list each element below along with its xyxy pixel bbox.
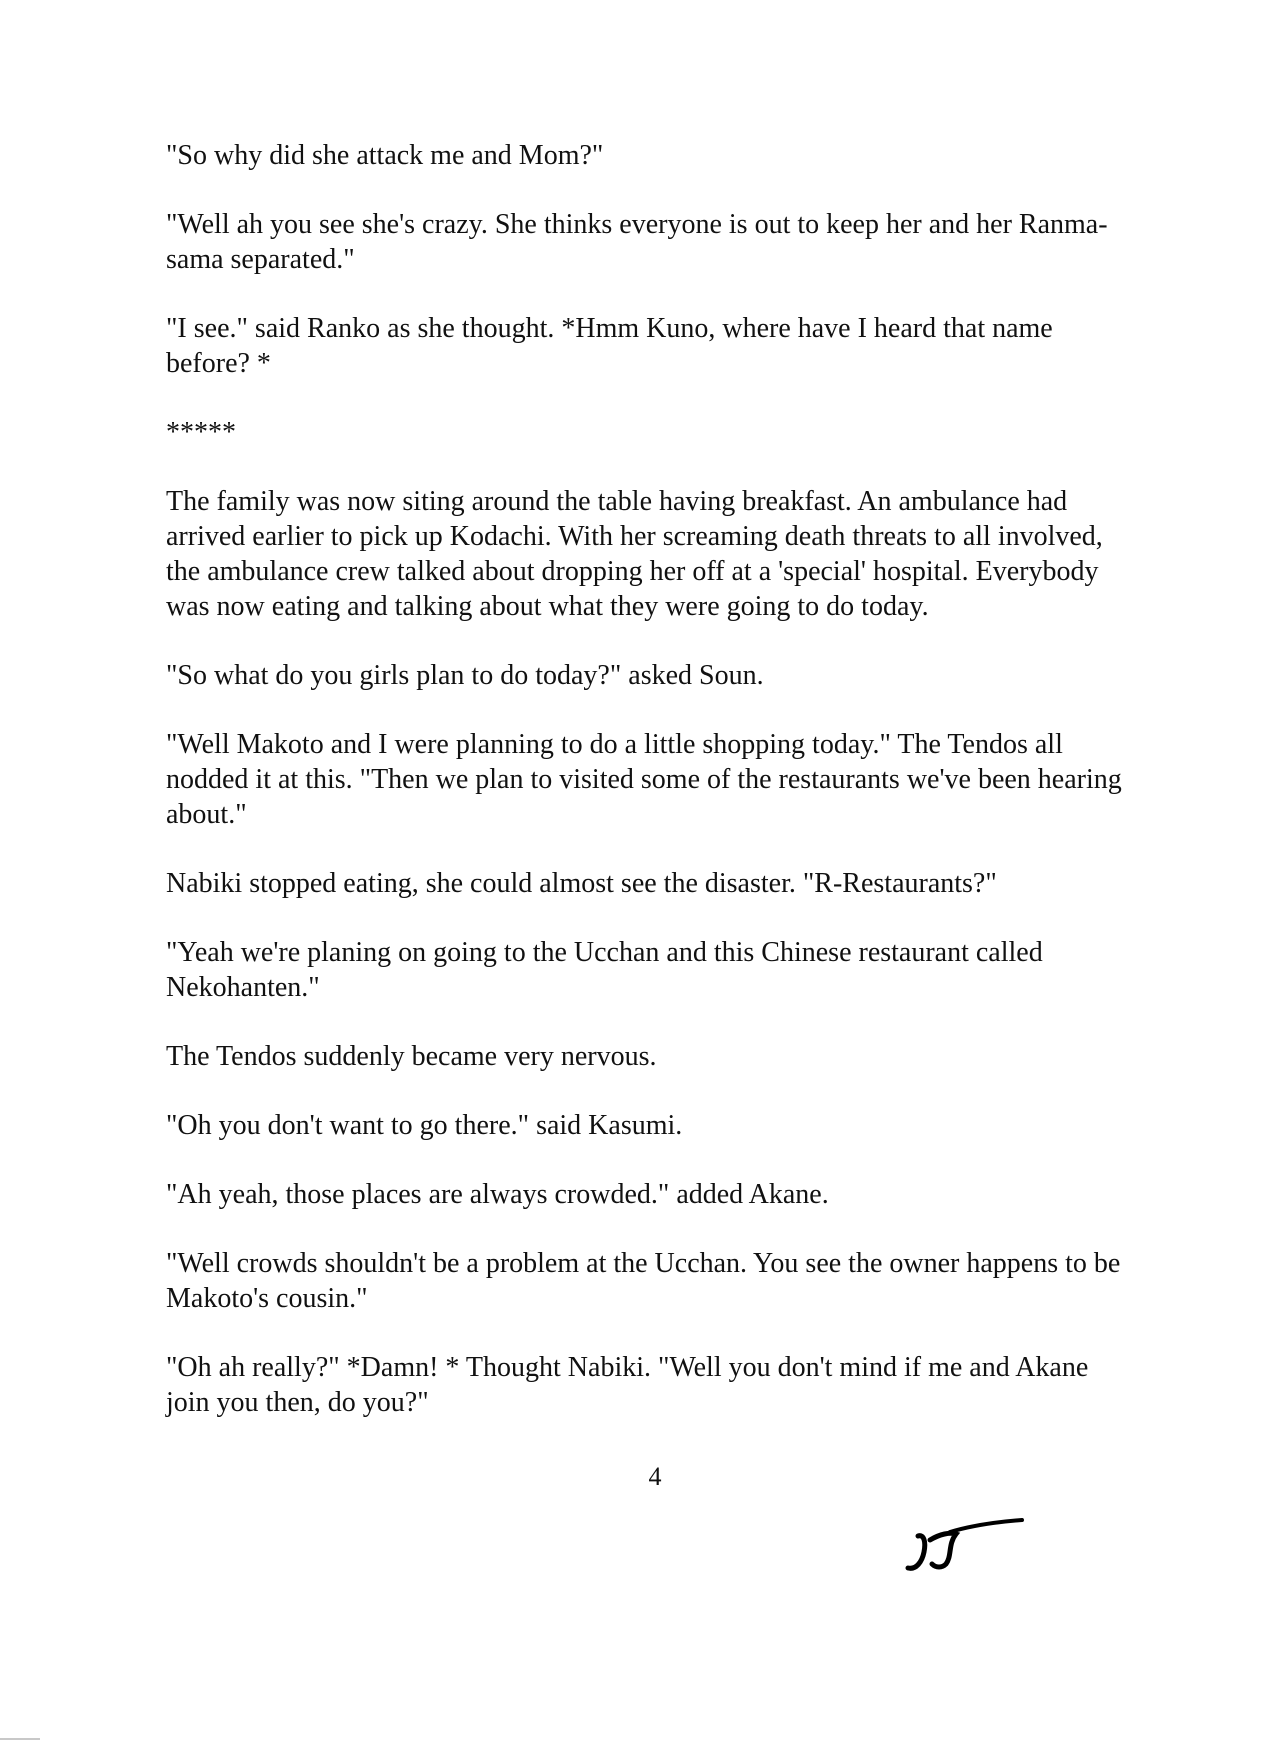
paragraph: "Well ah you see she's crazy. She thinks everyone is out to keep her and her Ranma-sama separated." — [166, 209, 1108, 275]
paragraph: "Ah yeah, those places are always crowded." added Akane. — [166, 1179, 829, 1210]
paragraph: "So what do you girls plan to do today?" asked Soun. — [166, 660, 764, 691]
page-number: 4 — [648, 1462, 662, 1491]
paragraph: "Oh ah really?" *Damn! * Thought Nabiki. "Well you don't mind if me and Akane join you then, do you?" — [166, 1352, 1089, 1418]
paragraph: "Oh you don't want to go there." said Kasumi. — [166, 1110, 683, 1141]
paragraph: "Well crowds shouldn't be a problem at the Ucchan. You see the owner happens to be Makoto's cousin." — [166, 1248, 1121, 1314]
paragraph: "So why did she attack me and Mom?" — [166, 140, 604, 171]
scene-break: ***** — [166, 417, 236, 448]
paragraph: "Well Makoto and I were planning to do a little shopping today." The Tendos all nodded it at this. "Then we plan to visited some of the restaurants we've been hearing about." — [166, 729, 1122, 830]
handwritten-signature — [900, 1510, 1030, 1580]
paragraph: The Tendos suddenly became very nervous. — [166, 1041, 657, 1072]
paragraph: The family was now siting around the table having breakfast. An ambulance had arrived earlier to pick up Kodachi. With her screaming death threats to all involved, the ambulance crew talked about dropping her off at a 'special' hospital. Everybody was now eating and talking about what they were going to do today. — [166, 486, 1103, 622]
paragraph: "Yeah we're planing on going to the Ucchan and this Chinese restaurant called Nekohanten." — [166, 937, 1043, 1003]
paragraph: "I see." said Ranko as she thought. *Hmm Kuno, where have I heard that name before? * — [166, 313, 1053, 379]
document-body — [166, 138, 1126, 1454]
paragraph: Nabiki stopped eating, she could almost see the disaster. "R-Restaurants?" — [166, 868, 997, 899]
scan-edge-mark — [0, 1738, 40, 1740]
